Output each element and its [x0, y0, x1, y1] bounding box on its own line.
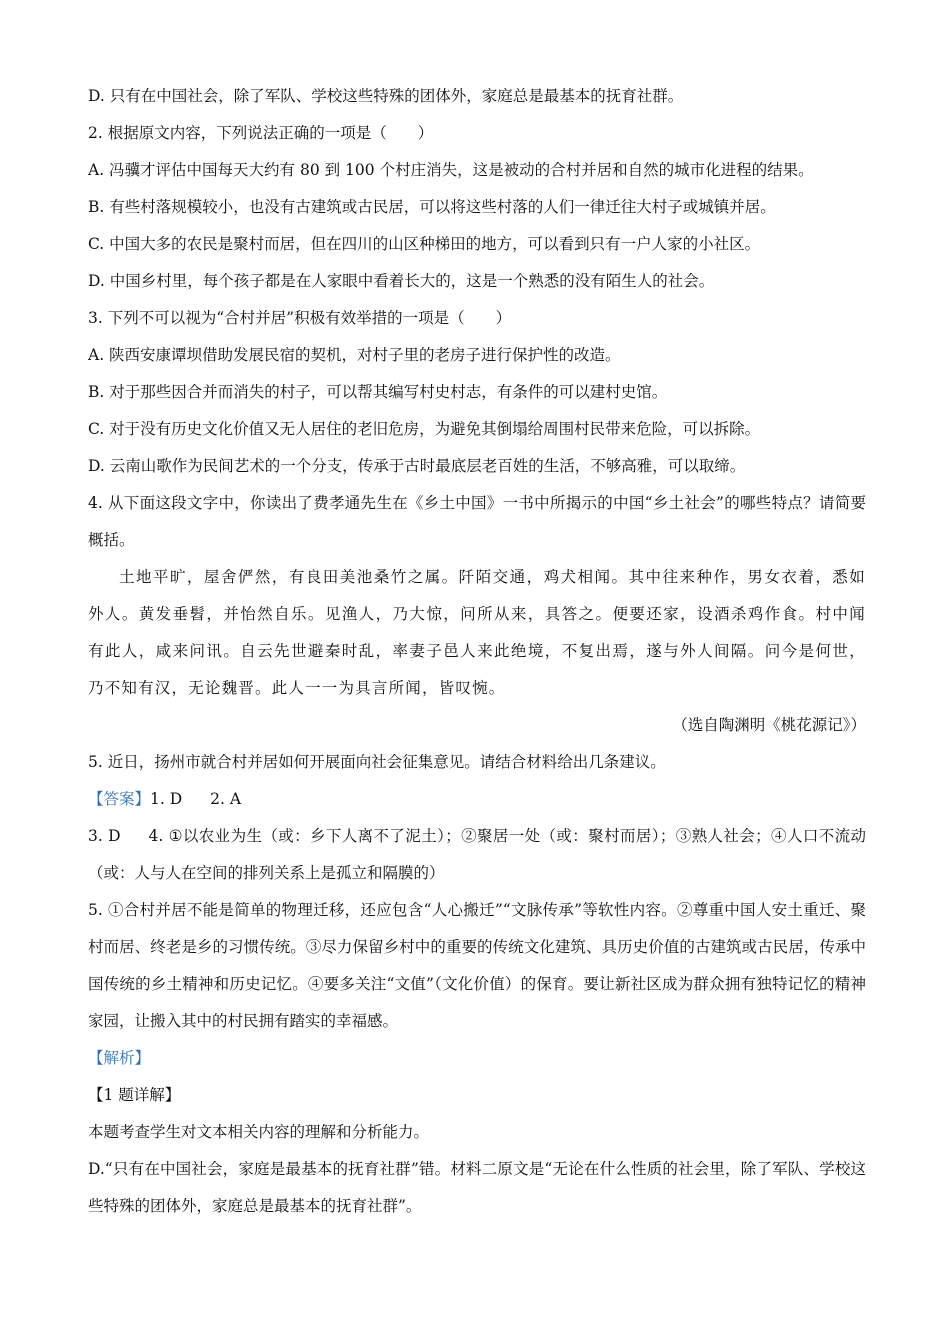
- answer-1: 1. D: [150, 790, 183, 808]
- answer-5: 5. ①合村并居不能是简单的物理迁移，还应包含“人心搬迁”“文脉传承”等软性内容。②尊重中国人安土重迁、聚村而居、终老是乡的习惯传统。③尽力保留乡村中的重要的传统文化建筑、具历史价值的古建筑或古民居，传承中国传统的乡土精神和历史记忆。④要多关注“文值”（文化价值）的保育。要让新社区成为群众拥有独特记忆的精神家园，让搬入其中的村民拥有踏实的幸福感。: [88, 901, 866, 1030]
- document-page: [88, 78, 866, 1225]
- q3-option-d: D. 云南山歌作为民间艺术的一个分支，传承于古时最底层老百姓的生活，不够高雅，可以取缔。: [88, 457, 746, 475]
- q4-passage: 土地平旷，屋舍俨然，有良田美池桑竹之属。阡陌交通，鸡犬相闻。其中往来种作，男女衣着，悉如外人。黄发垂髫，并怡然自乐。见渔人，乃大惊，问所从来，具答之。便要还家，设酒杀鸡作食。村中闻有此人，咸来问讯。自云先世避秦时乱，率妻子邑人来此绝境，不复出焉，遂与外人间隔。问今是何世，乃不知有汉，无论魏晋。此人一一为具言所闻，皆叹惋。: [88, 568, 866, 697]
- q2-option-c: C. 中国大多的农民是聚村而居，但在四川的山区种梯田的地方，可以看到只有一户人家的小社区。: [88, 235, 761, 253]
- q4-source: （选自陶渊明《桃花源记》）: [672, 716, 866, 734]
- analysis-intro: 本题考查学生对文本相关内容的理解和分析能力。: [88, 1123, 430, 1141]
- q2-option-b: B. 有些村落规模较小，也没有古建筑或古民居，可以将这些村落的人们一律迁往大村子或城镇并居。: [88, 198, 776, 216]
- answer-line-1: [88, 781, 866, 818]
- analysis-text: D.“只有在中国社会，家庭是最基本的抚育社群”错。材料二原文是“无论在什么性质的社会里，除了军队、学校这些特殊的团体外，家庭总是最基本的抚育社群”。: [88, 1160, 866, 1215]
- answer-line-3-4: [88, 818, 866, 892]
- q2-option-d: D. 中国乡村里，每个孩子都是在人家眼中看着长大的，这是一个熟悉的没有陌生人的社会。: [88, 272, 715, 290]
- answer-2: 2. A: [210, 790, 242, 808]
- answer-tag: 【答案】: [88, 790, 151, 808]
- analysis-detail-title: 【1 题详解】: [88, 1086, 181, 1104]
- analysis-tag: 【解析】: [88, 1049, 151, 1067]
- q3-option-a: A. 陕西安康谭坝借助发展民宿的契机，对村子里的老房子进行保护性的改造。: [88, 346, 621, 364]
- q2-option-a: A. 冯骥才评估中国每天大约有 80 到 100 个村庄消失，这是被动的合村并居和自然的城市化进程的结果。: [88, 161, 814, 179]
- answer-4: 4. ①以农业为生（或：乡下人离不了泥土）；②聚居一处（或：聚村而居）；③熟人社会；④人口不流动（或：人与人在空间的排列关系上是孤立和隔膜的）: [88, 827, 866, 882]
- q3-option-b: B. 对于那些因合并而消失的村子，可以帮其编写村史村志，有条件的可以建村史馆。: [88, 383, 668, 401]
- answer-3: 3. D: [88, 827, 121, 845]
- q1-option-d: D. 只有在中国社会，除了军队、学校这些特殊的团体外，家庭总是最基本的抚育社群。: [88, 87, 684, 105]
- q2-stem: 2. 根据原文内容，下列说法正确的一项是（ ）: [88, 124, 434, 142]
- q3-stem: 3. 下列不可以视为“合村并居”积极有效举措的一项是（ ）: [88, 309, 512, 327]
- q5-stem: 5. 近日，扬州市就合村并居如何开展面向社会征集意见。请结合材料给出几条建议。: [88, 753, 666, 771]
- q3-option-c: C. 对于没有历史文化价值又无人居住的老旧危房，为避免其倒塌给周围村民带来危险，可以拆除。: [88, 420, 761, 438]
- q4-stem: 4. 从下面这段文字中，你读出了费孝通先生在《乡土中国》一书中所揭示的中国“乡土社会”的哪些特点？请简要概括。: [88, 494, 866, 549]
